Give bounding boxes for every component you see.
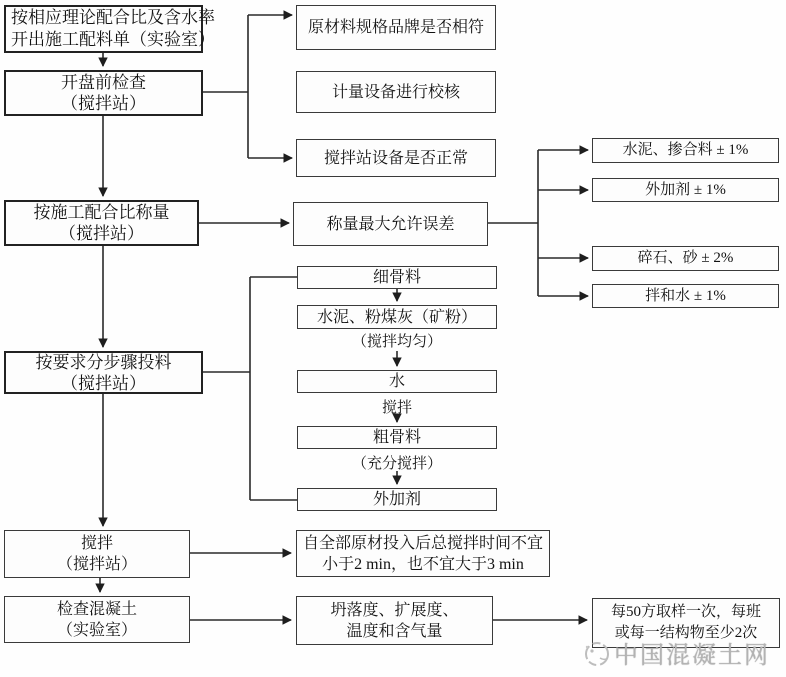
node-max-error xyxy=(293,202,488,246)
node-tolerance-aggregate xyxy=(592,246,779,271)
node-check-calibration xyxy=(296,71,496,113)
node-tolerance-water xyxy=(592,284,779,308)
node-inspect xyxy=(4,596,190,643)
node-feeding-line2: （搅拌站） xyxy=(61,373,146,393)
node-mixing-time xyxy=(296,530,550,577)
node-tolerance-water-label: 拌和水 ± 1% xyxy=(645,287,726,304)
node-feeding-line1: 按要求分步骤投料 xyxy=(35,352,172,372)
watermark xyxy=(578,630,786,674)
node-check-calibration-label: 计量设备进行校核 xyxy=(331,83,460,101)
node-tolerance-cement-label: 水泥、掺合料 ± 1% xyxy=(622,142,749,158)
node-feed-fine-aggregate-label: 细骨料 xyxy=(372,269,421,286)
node-tests xyxy=(296,596,493,645)
node-feed-water-label: 水 xyxy=(388,373,405,390)
node-feeding xyxy=(4,351,203,394)
node-inspect-line2: （实验室） xyxy=(56,621,137,639)
node-feed-fine-aggregate xyxy=(297,266,497,289)
node-check-equipment xyxy=(296,139,496,177)
node-tests-line2: 温度和含气量 xyxy=(346,622,443,640)
watermark-text: 中国混凝土网 xyxy=(614,642,770,669)
node-feed-coarse-aggregate-label: 粗骨料 xyxy=(372,429,421,446)
node-feed-admixture xyxy=(297,488,497,511)
node-check-equipment-label: 搅拌站设备是否正常 xyxy=(323,149,468,167)
node-tests-line1: 坍落度、扩展度、 xyxy=(330,601,459,619)
node-check-brand-label: 原材料规格品牌是否相符 xyxy=(307,19,484,36)
node-mixing-time-line2: 小于2 min，也不宜大于3 min xyxy=(322,555,524,573)
node-weighing xyxy=(4,200,199,246)
node-recipe xyxy=(4,5,215,53)
node-tolerance-admixture-label: 外加剂 ± 1% xyxy=(645,181,726,198)
node-feed-cement-flyash xyxy=(297,305,497,329)
node-sampling-line2: 或每一结构物至少2次 xyxy=(614,625,758,641)
node-check-brand xyxy=(296,5,496,50)
node-weighing-line2: （搅拌站） xyxy=(59,224,144,243)
node-pre-check-line2: （搅拌站） xyxy=(61,94,146,113)
node-weighing-line1: 按施工配合比称量 xyxy=(33,203,170,222)
node-recipe-line1: 按相应理论配合比及含水率 xyxy=(11,8,215,27)
node-pre-check-line1: 开盘前检查 xyxy=(61,73,146,92)
node-tolerance-aggregate-label: 碎石、砂 ± 2% xyxy=(637,250,734,266)
node-recipe-line2: 开出施工配料单（实验室） xyxy=(11,30,215,49)
node-feed-water xyxy=(297,370,497,393)
node-inspect-line1: 检查混凝土 xyxy=(56,600,137,618)
node-feed-cement-flyash-label: 水泥、粉煤灰（矿粉） xyxy=(316,308,477,326)
node-tolerance-cement xyxy=(592,138,779,163)
node-sampling-line1: 每50方取样一次，每班 xyxy=(610,604,761,620)
node-feed-coarse-aggregate xyxy=(297,426,497,449)
watermark-logo-icon xyxy=(578,634,614,670)
node-mixing-line2: （搅拌站） xyxy=(56,556,137,573)
node-pre-check xyxy=(4,70,203,116)
node-tolerance-admixture xyxy=(592,178,779,202)
caption-mix-fully: （充分搅拌） xyxy=(351,456,442,472)
node-mixing xyxy=(4,530,190,578)
node-mixing-time-line1: 自全部原材投入后总搅拌时间不宜 xyxy=(302,534,543,552)
node-mixing-line1: 搅拌 xyxy=(80,535,113,552)
caption-mix: 搅拌 xyxy=(381,400,412,416)
node-max-error-label: 称量最大允许误差 xyxy=(326,215,455,233)
node-feed-admixture-label: 外加剂 xyxy=(372,491,421,508)
caption-mix-evenly: （搅拌均匀） xyxy=(351,334,442,350)
